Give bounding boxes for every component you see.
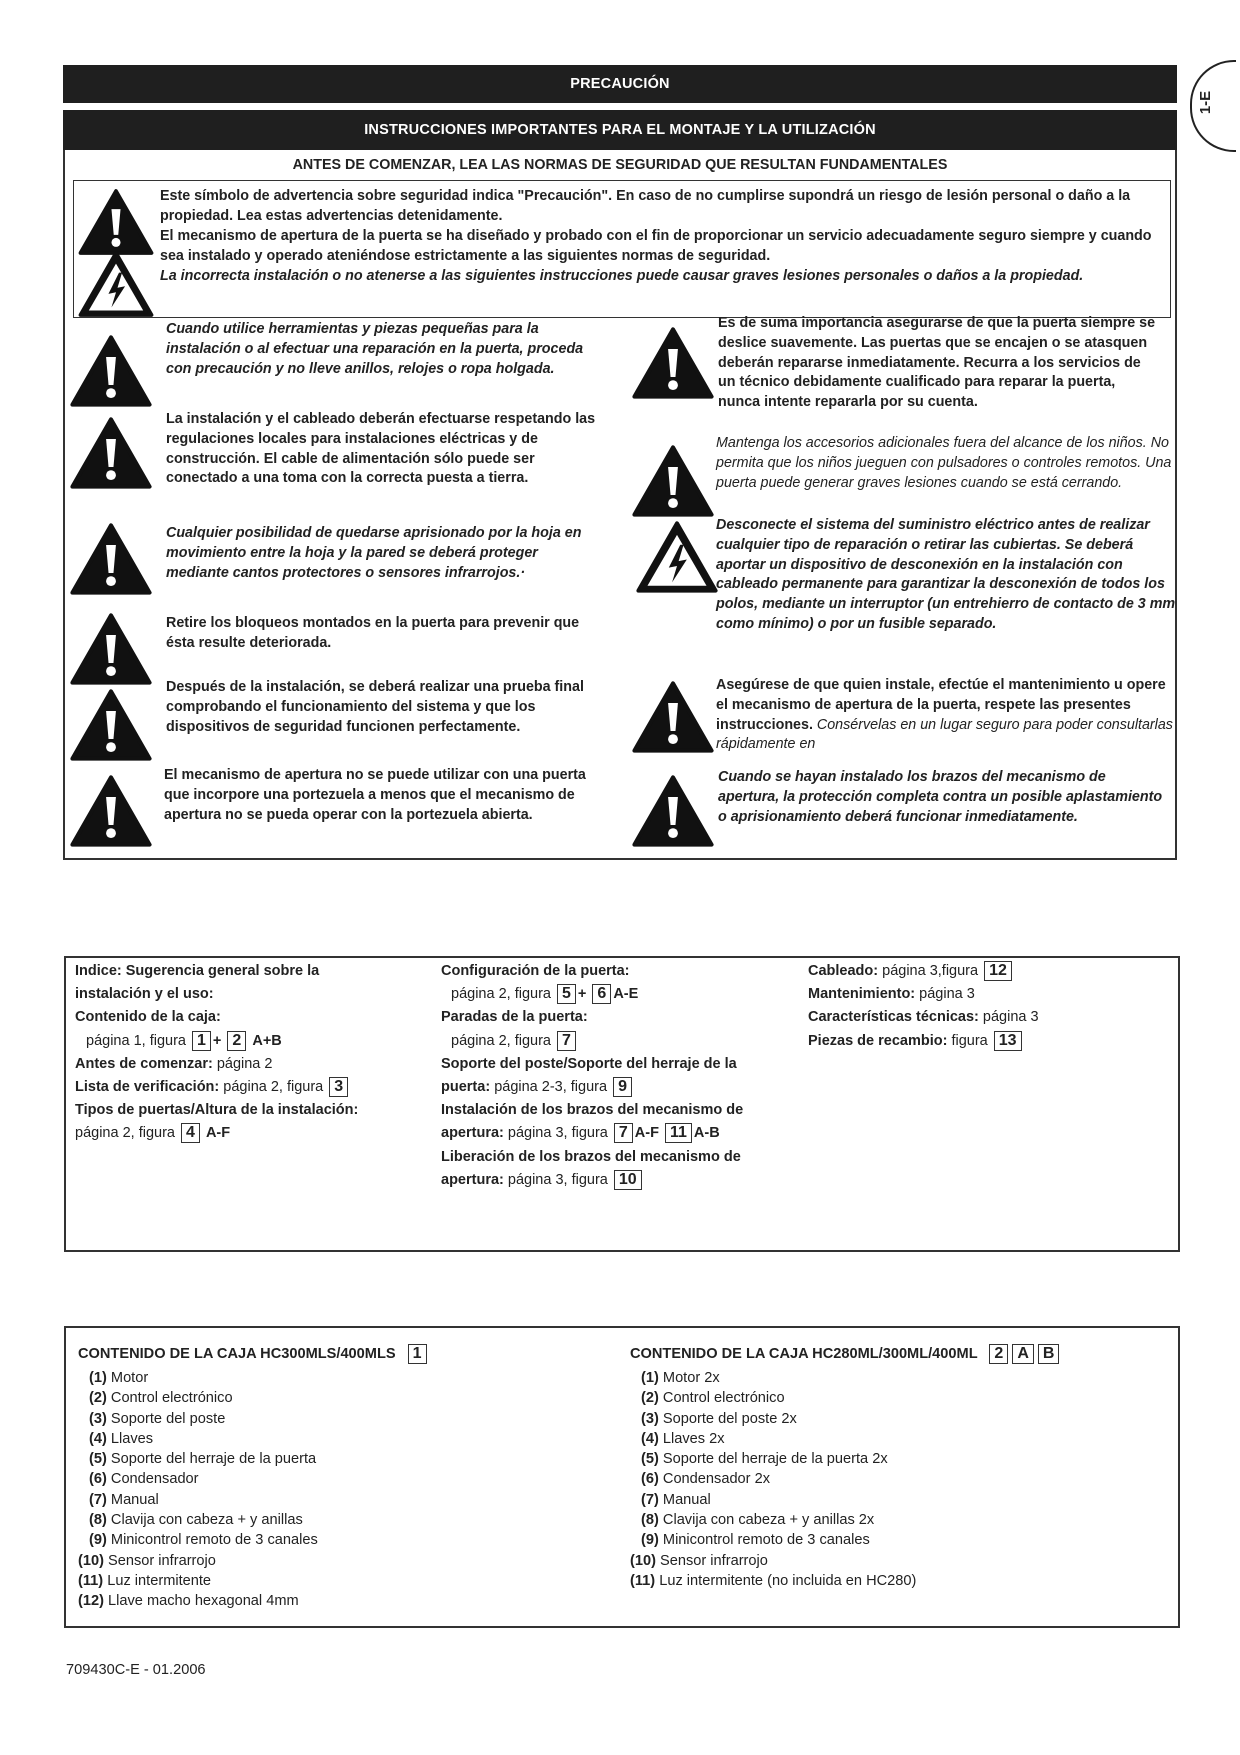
- index-ref: página 3,figura: [882, 963, 979, 979]
- warning-icon: [70, 608, 152, 690]
- index-ref: página 3: [982, 1009, 1039, 1026]
- figure-ref[interactable]: 5: [557, 984, 576, 1004]
- page-tab-label: 1-E: [1197, 90, 1215, 115]
- index-ref: página 1, figura: [86, 1032, 186, 1049]
- list-item: [78, 1571, 318, 1591]
- item-number: (5): [89, 1451, 107, 1468]
- figure-ref[interactable]: A: [1012, 1344, 1034, 1364]
- list-item: [78, 1429, 318, 1449]
- item-text: Clavija con cabeza + y anillas 2x: [662, 1512, 875, 1529]
- item-text: Motor 2x: [662, 1370, 720, 1386]
- index-title: Indice: Sugerencia general sobre la: [75, 963, 320, 979]
- item-number: (12): [78, 1593, 104, 1610]
- item-text: Soporte del herraje de la puerta: [110, 1451, 317, 1468]
- index-label: Instalación de los brazos del mecanismo de: [441, 1102, 744, 1119]
- figure-ref[interactable]: 13: [994, 1031, 1022, 1051]
- list-item: [630, 1530, 916, 1550]
- item-number: (4): [89, 1430, 107, 1447]
- plus-sign: +: [577, 986, 587, 1003]
- index-ref: página 2-3, figura: [494, 1079, 608, 1096]
- list-item: [630, 1449, 916, 1469]
- index-label: Cableado:: [808, 963, 879, 979]
- item-number: (3): [89, 1410, 107, 1427]
- list-item: [78, 1388, 318, 1408]
- list-item: [78, 1409, 318, 1429]
- list-item: [78, 1490, 318, 1510]
- instructions-bar: [63, 110, 1177, 150]
- item-text: Llave macho hexagonal 4mm: [108, 1593, 299, 1610]
- figure-ref[interactable]: 10: [614, 1170, 642, 1190]
- warning-icon: [70, 684, 152, 766]
- index-column-3: [808, 960, 1168, 1053]
- index-ref: página 3, figura: [507, 1125, 608, 1142]
- figure-ref[interactable]: 2: [227, 1031, 246, 1051]
- figure-ref[interactable]: B: [1038, 1344, 1060, 1364]
- box-left-list: [78, 1368, 318, 1612]
- intro-p3: La incorrecta instalación o no atenerse a las siguientes instrucciones puede causar graves lesiones personales o daños a la propiedad.: [160, 268, 1084, 284]
- index-ref: página 3, figura: [507, 1171, 608, 1188]
- item-text: Luz intermitente (no incluida en HC280): [659, 1572, 917, 1589]
- list-item: [78, 1551, 318, 1571]
- figure-suffix: A-E: [613, 986, 639, 1003]
- index-label: Liberación de los brazos del mecanismo de: [441, 1148, 741, 1165]
- list-item: [630, 1510, 916, 1530]
- warning-right-4: [716, 676, 1176, 755]
- instructions-title: INSTRUCCIONES IMPORTANTES PARA EL MONTAJE Y LA UTILIZACIÓN: [364, 122, 876, 138]
- item-number: (10): [78, 1552, 104, 1569]
- warning-left-6: El mecanismo de apertura no se puede utilizar con una puerta que incorpore una portezuela a menos que el mecanismo de apertura no se pueda operar con la portezuela abierta.: [164, 767, 586, 823]
- list-item: [78, 1530, 318, 1550]
- box-right-title-text: CONTENIDO DE LA CAJA HC280ML/300ML/400ML: [630, 1346, 978, 1362]
- item-number: (5): [641, 1451, 659, 1468]
- item-number: (8): [641, 1512, 659, 1529]
- index-label: Tipos de puertas/Altura de la instalación:: [75, 1102, 359, 1119]
- warning-right-2: Mantenga los accesorios adicionales fuera del alcance de los niños. No permita que los niños jueguen con pulsadores o controles remotos. Una puerta puede generar graves lesiones cuando se está cerrando.: [716, 435, 1172, 491]
- warning-icon: [70, 412, 152, 494]
- item-text: Control electrónico: [110, 1390, 233, 1407]
- warning-icon: [632, 676, 714, 758]
- intro-p1: Este símbolo de advertencia sobre seguridad indica "Precaución". En caso de no cumplirse supondrá un riesgo de lesión personal o daño a la propiedad. Lea estas advertencias detenidamente.: [160, 188, 1131, 224]
- electric-hazard-icon: [636, 516, 718, 598]
- figure-ref[interactable]: 7: [614, 1123, 633, 1143]
- item-number: (6): [89, 1471, 107, 1488]
- warning-icon: [70, 330, 152, 412]
- item-text: Soporte del poste 2x: [662, 1410, 797, 1427]
- item-text: Soporte del herraje de la puerta 2x: [662, 1451, 888, 1468]
- figure-ref[interactable]: 7: [557, 1031, 576, 1051]
- box-right-list: [630, 1368, 916, 1591]
- item-number: (4): [641, 1430, 659, 1447]
- list-item: [78, 1368, 318, 1388]
- plus-sign: +: [212, 1032, 222, 1049]
- box-left-title: [78, 1344, 429, 1364]
- list-item: [78, 1449, 318, 1469]
- index-label: Lista de verificación:: [75, 1079, 220, 1096]
- item-text: Motor: [110, 1370, 149, 1386]
- page-tab: [1190, 60, 1236, 152]
- figure-ref[interactable]: 11: [665, 1123, 692, 1143]
- item-number: (2): [89, 1390, 107, 1407]
- list-item: [630, 1571, 916, 1591]
- item-text: Control electrónico: [662, 1390, 785, 1407]
- item-text: Manual: [662, 1491, 711, 1508]
- list-item: [78, 1591, 318, 1611]
- item-text: Condensador 2x: [662, 1471, 771, 1488]
- warning-right-3: Desconecte el sistema del suministro eléctrico antes de realizar cualquier tipo de reparación o retirar las cubiertas. Se deberá aportar un dispositivo de desconexión en la instalación con cableado permanente para garantizar la desconexión de todos los polos, mediante un interruptor (un entrehierro de contacto de 3 mm como mínimo) o por un fusible separado.: [716, 517, 1176, 632]
- index-label: puerta:: [441, 1079, 491, 1096]
- item-text: Clavija con cabeza + y anillas: [110, 1512, 303, 1529]
- index-ref: página 2, figura: [75, 1125, 175, 1142]
- figure-ref[interactable]: 1: [192, 1031, 211, 1051]
- index-label: apertura:: [441, 1125, 504, 1142]
- list-item: [630, 1469, 916, 1489]
- item-number: (10): [630, 1552, 656, 1569]
- list-item: [630, 1409, 916, 1429]
- item-number: (6): [641, 1471, 659, 1488]
- list-item: [630, 1429, 916, 1449]
- index-ref: página 2, figura: [451, 1032, 551, 1049]
- index-ref: figura: [951, 1032, 988, 1049]
- caution-title: PRECAUCIÓN: [570, 76, 670, 92]
- list-item: [630, 1368, 916, 1388]
- index-ref: página 2: [216, 1055, 273, 1072]
- warning-right-4-main: Asegúrese de que quien instale, efectúe el mantenimiento u opere el mecanismo de apertura de la puerta, respete las presentes instrucciones.: [716, 677, 1166, 733]
- item-text: Llaves 2x: [662, 1430, 725, 1447]
- item-number: (7): [641, 1491, 659, 1508]
- list-item: [78, 1510, 318, 1530]
- index-label: Paradas de la puerta:: [441, 1009, 588, 1026]
- index-ref: página 3: [919, 986, 975, 1003]
- warning-icon: [632, 440, 714, 522]
- index-ref: página 2, figura: [223, 1079, 324, 1096]
- intro-p2: El mecanismo de apertura de la puerta se ha diseñado y probado con el fin de proporcionar un servicio adecuadamente seguro siempre y cuando sea instalado y operado ateniéndose estrictamente a las siguientes normas de seguridad.: [160, 228, 1152, 264]
- box-right-title: [630, 1344, 1061, 1364]
- list-item: [630, 1551, 916, 1571]
- warning-right-4-note: Consérvelas en un lugar seguro para poder consultarlas rápidamente en: [716, 716, 1173, 753]
- warning-icon: [70, 770, 152, 852]
- item-text: Soporte del poste: [110, 1410, 226, 1427]
- warning-icon: [78, 188, 154, 256]
- figure-suffix: A-F: [634, 1125, 659, 1142]
- index-label: Antes de comenzar:: [75, 1055, 213, 1072]
- item-text: Sensor infrarrojo: [660, 1552, 768, 1569]
- index-column-1: [75, 960, 435, 1146]
- item-number: (8): [89, 1512, 107, 1529]
- index-label: Características técnicas:: [808, 1009, 979, 1026]
- electric-hazard-icon: [78, 250, 154, 318]
- index-column-2: [441, 960, 811, 1192]
- index-label: Piezas de recambio:: [808, 1032, 948, 1049]
- warning-icon: [632, 770, 714, 852]
- warning-left-4: Retire los bloqueos montados en la puerta para prevenir que ésta resulte deteriorada.: [166, 615, 580, 651]
- index-ref: página 2, figura: [451, 986, 551, 1003]
- document-code: 709430C-E - 01.2006: [66, 1662, 206, 1678]
- item-text: Minicontrol remoto de 3 canales: [662, 1532, 870, 1549]
- warning-icon: [70, 518, 152, 600]
- item-number: (9): [89, 1532, 107, 1549]
- item-text: Llaves: [110, 1430, 154, 1447]
- figure-ref[interactable]: 1: [408, 1344, 427, 1364]
- item-number: (1): [89, 1370, 107, 1386]
- item-text: Luz intermitente: [107, 1572, 212, 1589]
- warning-left-1: Cuando utilice herramientas y piezas pequeñas para la instalación o al efectuar una reparación en la puerta, proceda con precaución y no lleve anillos, relojes o ropa holgada.: [166, 321, 584, 377]
- item-number: (7): [89, 1491, 107, 1508]
- item-number: (3): [641, 1410, 659, 1427]
- warning-right-5: Cuando se hayan instalado los brazos del mecanismo de apertura, la protección completa contra un posible aplastamiento o aprisionamiento deberá funcionar inmediatamente.: [718, 769, 1163, 825]
- intro-text: [160, 186, 1160, 286]
- figure-ref[interactable]: 4: [181, 1123, 200, 1143]
- item-number: (11): [78, 1572, 104, 1589]
- item-number: (11): [630, 1572, 656, 1589]
- figure-ref[interactable]: 6: [592, 984, 611, 1004]
- index-label: Mantenimiento:: [808, 986, 916, 1003]
- figure-ref[interactable]: 9: [613, 1077, 632, 1097]
- warning-left-2: La instalación y el cableado deberán efectuarse respetando las regulaciones locales para instalaciones eléctricas y de construcción. El cable de alimentación sólo puede ser conectado a una toma con la correcta puesta a tierra.: [166, 411, 596, 487]
- warning-right-1: Es de suma importancia asegurarse de que la puerta siempre se deslice suavemente. Las puertas que se encajen o se atasquen deberán repararse inmediatamente. Recurra a los servicios de un técnico debidamente cualificado para reparar la puerta, nunca intente repararla por su cuenta.: [718, 315, 1156, 411]
- list-item: [630, 1490, 916, 1510]
- figure-suffix: A+B: [252, 1032, 282, 1049]
- item-text: Condensador: [110, 1471, 199, 1488]
- item-number: (9): [641, 1532, 659, 1549]
- item-number: (1): [641, 1370, 659, 1386]
- item-text: Minicontrol remoto de 3 canales: [110, 1532, 318, 1549]
- index-title-cont: instalación y el uso:: [75, 986, 214, 1003]
- index-box-contents: Contenido de la caja:: [75, 1009, 221, 1026]
- item-number: (2): [641, 1390, 659, 1407]
- figure-suffix: A-F: [205, 1125, 231, 1142]
- figure-ref[interactable]: 3: [329, 1077, 348, 1097]
- list-item: [630, 1388, 916, 1408]
- figure-ref[interactable]: 2: [989, 1344, 1008, 1364]
- item-text: Manual: [110, 1491, 159, 1508]
- warning-left-3: Cualquier posibilidad de quedarse aprisionado por la hoja en movimiento entre la hoja y la pared se deberá proteger mediante cantos protectores o sensores infrarrojos.·: [166, 525, 582, 581]
- warning-icon: [632, 322, 714, 404]
- warning-left-5: Después de la instalación, se deberá realizar una prueba final comprobando el funcionamiento del sistema y que los dispositivos de seguridad funcionen perfectamente.: [166, 679, 584, 735]
- index-label: Soporte del poste/Soporte del herraje de la: [441, 1055, 737, 1072]
- before-heading: ANTES DE COMENZAR, LEA LAS NORMAS DE SEGURIDAD QUE RESULTAN FUNDAMENTALES: [292, 157, 948, 173]
- index-label: apertura:: [441, 1171, 504, 1188]
- caution-bar: [63, 65, 1177, 103]
- item-text: Sensor infrarrojo: [108, 1552, 216, 1569]
- figure-suffix: A-B: [693, 1125, 720, 1142]
- box-left-title-text: CONTENIDO DE LA CAJA HC300MLS/400MLS: [78, 1346, 396, 1362]
- index-label: Configuración de la puerta:: [441, 963, 630, 979]
- list-item: [78, 1469, 318, 1489]
- figure-ref[interactable]: 12: [984, 961, 1012, 981]
